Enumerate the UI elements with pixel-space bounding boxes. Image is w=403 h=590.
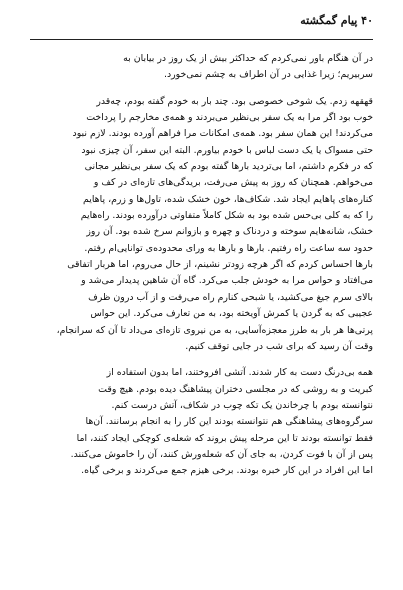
text-line: بالای سرم جیغ می‌کشید، یا شبحی کنارم راه می‌رفت و از آب درون ظرف (88, 291, 373, 303)
paragraph-1 (30, 51, 373, 84)
text-line: می‌کردند! این همان سفر بود. همه‌ی امکانات مرا فراهم آورده بودند. لازم نبود (72, 128, 373, 140)
text-line: سربیریم؛ زیرا غذایی در آن اطراف به چشم نمی‌خورد. (163, 69, 373, 81)
text-line: همه بی‌درنگ دست به کار شدند. آتشی افروختند، اما بدون استفاده از (106, 367, 373, 379)
text-line: می‌افتاد و حواس مرا به خودش جلب می‌کرد. گاه آن شاهین پدیدار می‌شد و (81, 275, 373, 287)
text-line: نتوانسته بودم با چرخاندن یک تکه چوب در شکاف، آتش درست کنم. (111, 399, 373, 411)
text-line: اما این افراد در این کار خبره بودند. برخی هیزم جمع می‌کردند و برخی گیاه. (81, 465, 373, 477)
text-line: را که به کلی بی‌حس شده بود به شکل کاملاً متفاوتی درآورده بودند. راه‌هایم (80, 210, 373, 222)
text-line: حتی مسواک یا یک دست لباس با خودم بیاورم. البته این سفر، آن چیزی نبود (81, 144, 373, 156)
text-line: می‌خواهم. همچنان که روز به پیش می‌رفت، بریدگی‌های تازه‌ای در کف و (93, 177, 373, 189)
text-line: سرگروه‌های پیشاهنگی هم نتوانسته بودند این کار را به انجام برسانند. آن‌ها (85, 416, 373, 428)
body-text (30, 51, 373, 490)
text-line: خوب بود اگر مرا به یک سفر بی‌نظیر می‌بردند و همه‌ی مخارجم را پرداخت (86, 112, 373, 124)
paragraph-3 (30, 365, 373, 479)
text-line: کبریت و به روشی که در مجلسی دختران پیشاهنگ دیده بودم. هیچ وقت (98, 383, 373, 395)
paragraph-2 (30, 94, 373, 356)
text-line: قهقهه زدم. یک شوخی خصوصی بود. چند بار به خودم گفته بودم، چه‌قدر (96, 95, 373, 107)
text-line: که در فکرم داشتم، اما بی‌تردید بارها گفته بودم که یک سفر بی‌نظیر مجانی (84, 161, 373, 173)
header-rule (30, 39, 373, 40)
text-line: عجیبی که به گردن یا کمرش آویخته بود، به من تعارف می‌کرد. این حواس (90, 308, 373, 320)
text-line: وقت آن رسید که برای شب در جایی توقف کنیم. (185, 340, 373, 352)
text-line: بارها احساس کردم که اگر هرچه زودتر نشینم، از حال می‌روم، اما هربار اتفاقی (67, 259, 373, 271)
text-line: فقط توانسته بودند تا این مرحله پیش بروند که شعله‌ی کوچکی ایجاد کنند، اما (76, 432, 373, 444)
running-head: ۴۰ پیام گمگشته (300, 14, 373, 27)
text-line: خشک، شانه‌هایم سوخته و دردناک و چهره و بازوانم سرخ شده بود. آن روز (86, 226, 373, 238)
text-line: کناره‌های پاهایم ایجاد شد. شکاف‌ها، خون خشک شده، تاول‌ها و زرم، پاهایم (82, 193, 373, 205)
text-line: پرتی‌ها هر بار به طرز معجزه‌آسایی، به من نیروی تازه‌ای می‌داد تا آن که سرانجام، (56, 324, 373, 336)
text-line: پس از آن با فوت کردن، به جای آن که شعله‌ورش کنند، آن را خاموش می‌کنند. (70, 448, 373, 460)
text-line: حدود سه ساعت راه رفتیم. بارها و بارها به ورای محدوده‌ی توانایی‌ام رفتم. (84, 242, 373, 254)
text-line: در آن هنگام باور نمی‌کردم که حداکثر بیش از یک روز در بیابان به (123, 53, 373, 64)
